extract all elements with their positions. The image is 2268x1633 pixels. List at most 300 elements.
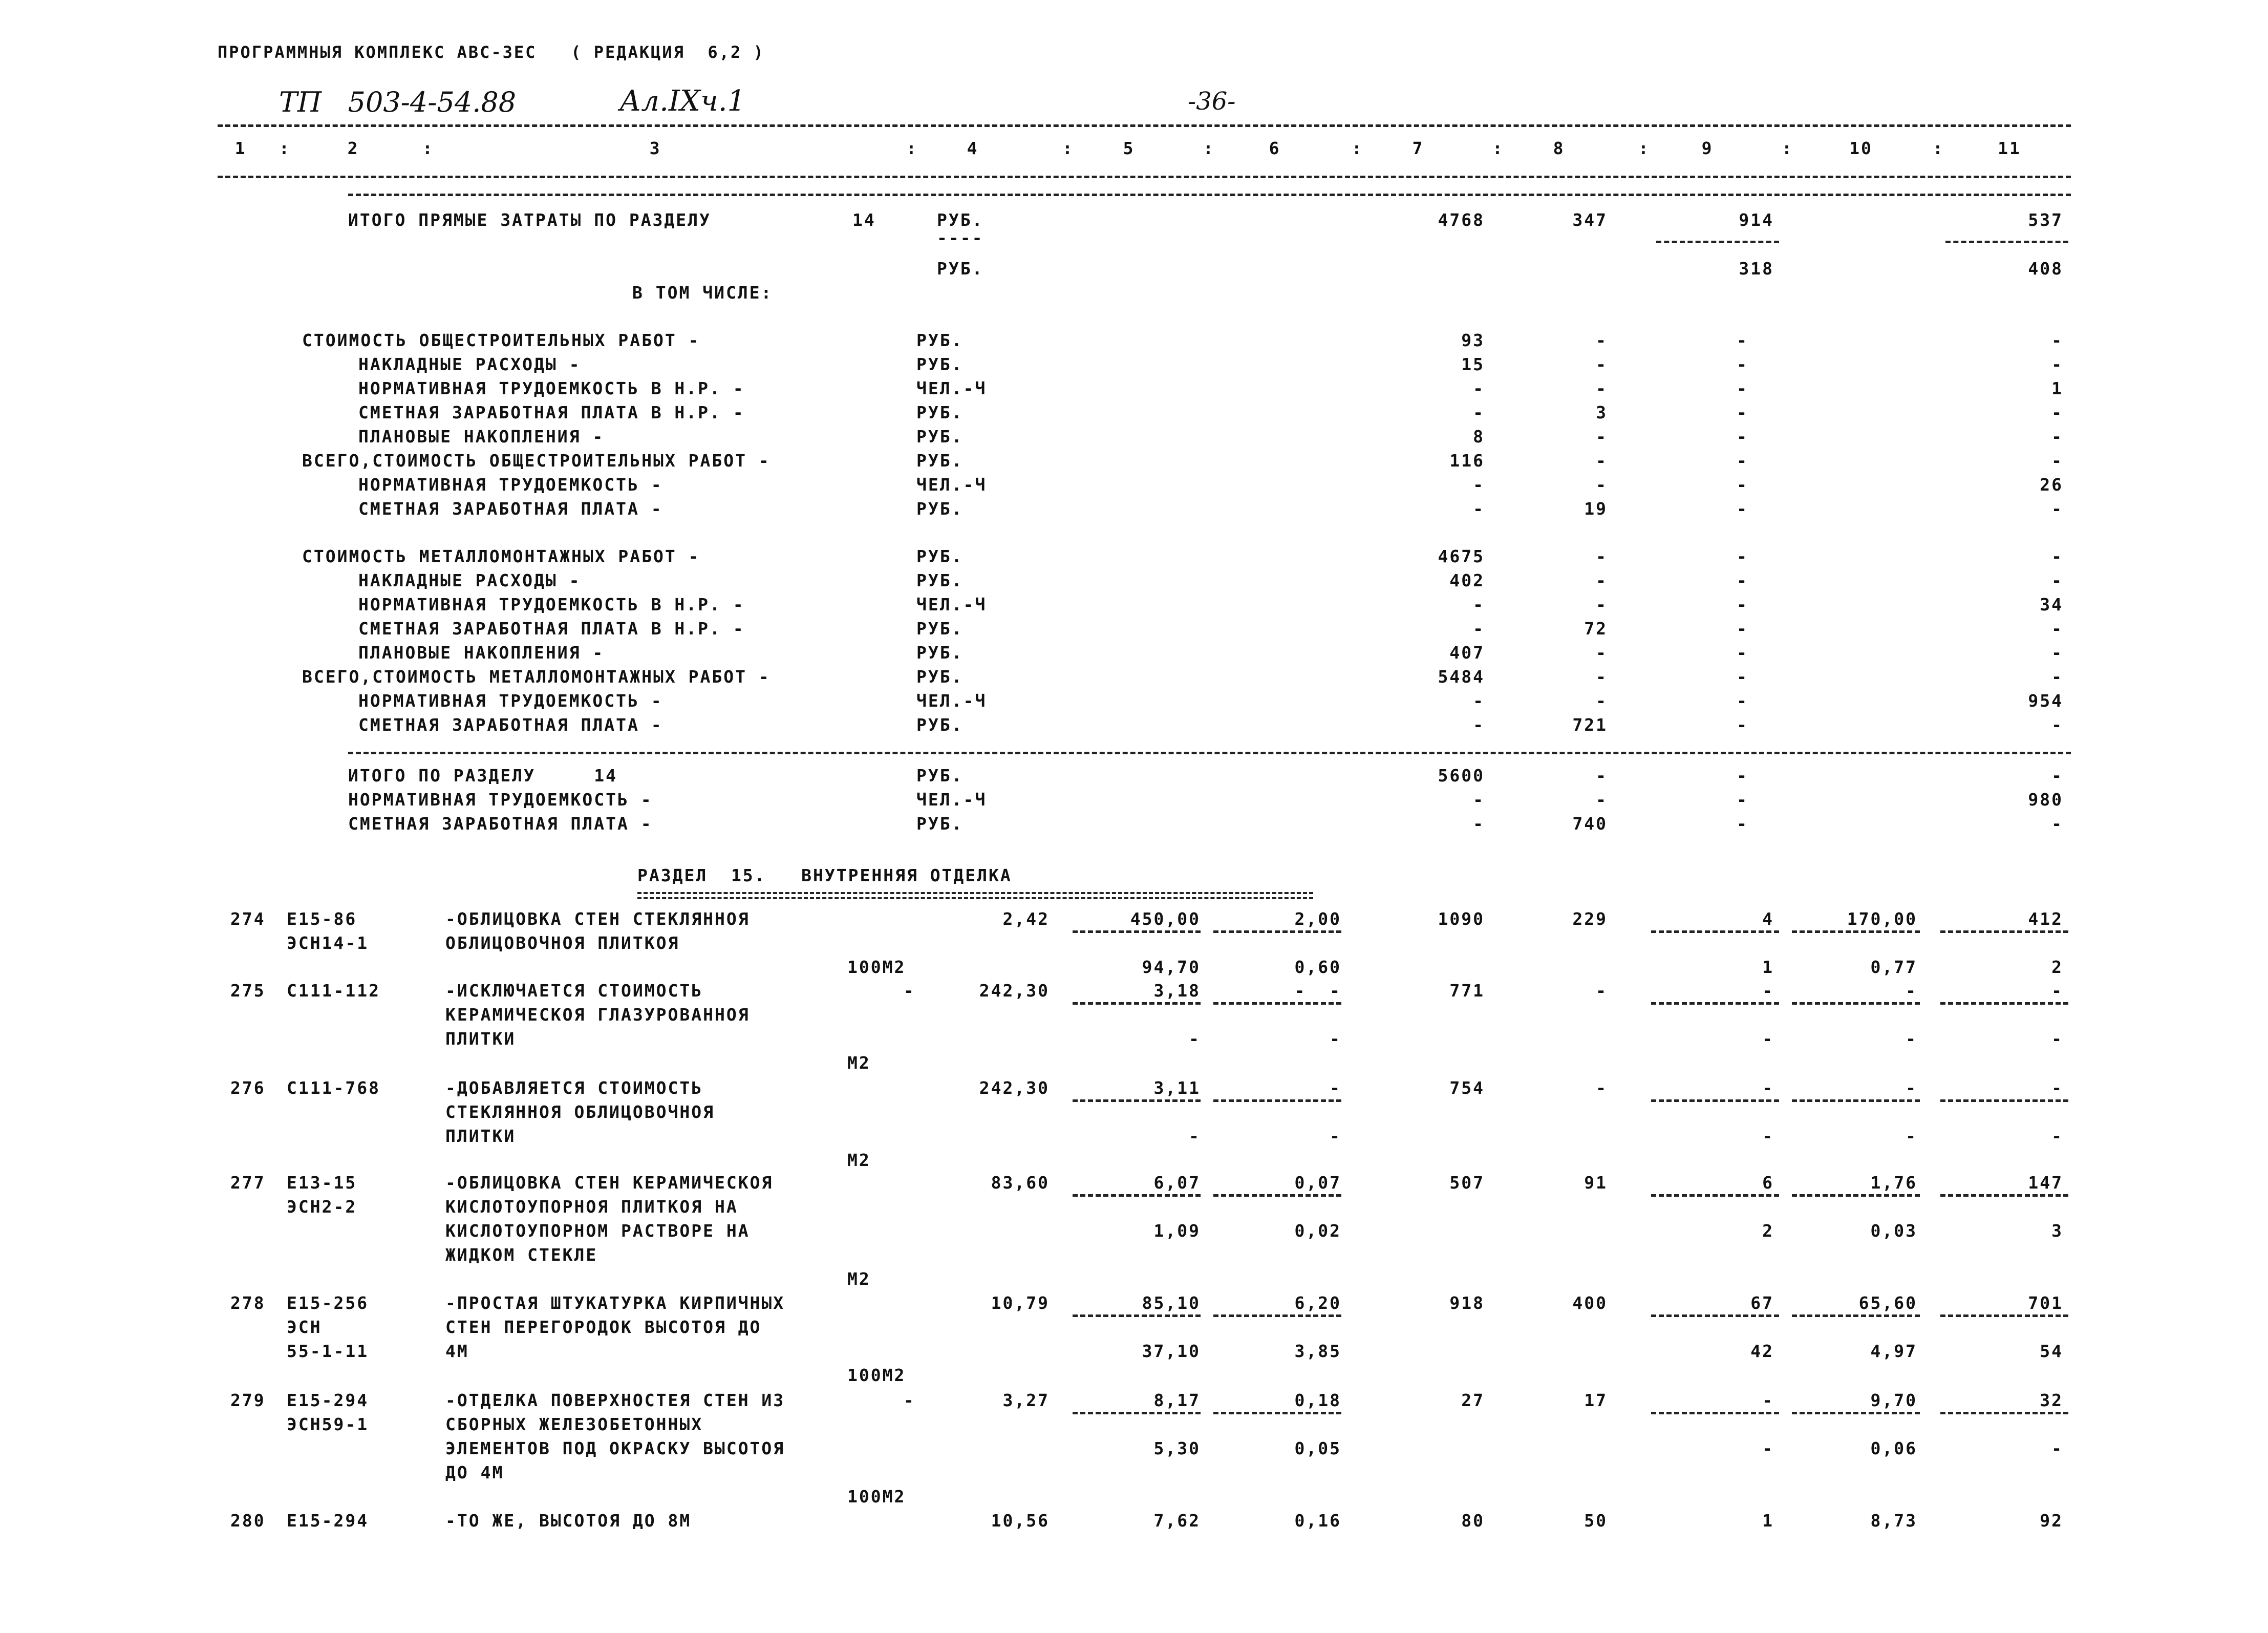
col6-value: - [1330, 1126, 1341, 1146]
col11-value: 537 [2028, 210, 2063, 230]
col7-value: 507 [1449, 1173, 1485, 1193]
col10-value: 8,73 [1870, 1511, 1917, 1531]
col11-value: 954 [2028, 691, 2063, 711]
column-separator: : [1638, 138, 1650, 158]
item-description: КЕРАМИЧЕСКОЯ ГЛАЗУРОВАННОЯ [445, 1005, 750, 1025]
title-underline [637, 897, 1313, 899]
col7-value: 5484 [1438, 667, 1485, 687]
item-code: Е15-86 [287, 909, 357, 929]
col9-value: - [1762, 1078, 1774, 1098]
col8-value: 91 [1584, 1173, 1608, 1193]
item-description: СТЕКЛЯННОЯ ОБЛИЦОВОЧНОЯ [445, 1102, 715, 1122]
item-description: КИСЛОТОУПОРНОЯ ПЛИТКОЯ НА [445, 1197, 738, 1217]
column-number: 5 [1123, 138, 1135, 158]
col10-value: - [1906, 1029, 1917, 1049]
col11-value: - [2051, 1438, 2063, 1458]
column-number: 9 [1701, 138, 1714, 158]
col8-value: - [1596, 1078, 1608, 1098]
fraction-rule [1945, 241, 2068, 243]
col8-value: - [1596, 378, 1608, 398]
breakdown-label: ВСЕГО,СТОИМОСТЬ ОБЩЕСТРОИТЕЛЬНЫХ РАБОТ - [302, 451, 771, 471]
col9-value: - [1737, 378, 1748, 398]
col10-value: - [1906, 981, 1917, 1001]
item-description: ОБЛИЦОВОЧНОЯ ПЛИТКОЯ [445, 933, 680, 953]
section-total-label: СМЕТНАЯ ЗАРАБОТНАЯ ПЛАТА - [348, 814, 653, 834]
col9-value: - [1762, 1390, 1774, 1410]
section-total-label: ИТОГО ПО РАЗДЕЛУ 14 [348, 766, 617, 786]
item-dash: - [904, 1390, 915, 1410]
col7-value: - [1473, 619, 1485, 639]
item-code: С111-768 [287, 1078, 380, 1098]
item-description: -ОБЛИЦОВКА СТЕН КЕРАМИЧЕСКОЯ [445, 1173, 774, 1193]
item-description: -ОТДЕЛКА ПОВЕРХНОСТЕЯ СТЕН ИЗ [445, 1390, 785, 1410]
rule-top [218, 124, 2071, 127]
col9-value: - [1737, 475, 1748, 495]
unit-label: ЧЕЛ.-Ч [916, 790, 987, 810]
col9-value: - [1737, 330, 1748, 350]
col9-value: - [1762, 1126, 1774, 1146]
fraction-rule [1940, 1099, 2068, 1102]
fraction-rule [1213, 1314, 1341, 1317]
item-unit: М2 [847, 1053, 871, 1073]
col5-value: 3,11 [1153, 1078, 1201, 1098]
item-quantity: 2,42 [1002, 909, 1050, 929]
col9-value: 1 [1762, 957, 1774, 977]
item-code: С111-112 [287, 981, 380, 1001]
item-description: -ТО ЖЕ, ВЫСОТОЯ ДО 8М [445, 1511, 692, 1531]
col7-value: 771 [1449, 981, 1485, 1001]
unit-label: РУБ. [916, 667, 964, 687]
title-underline [637, 892, 1313, 894]
col8-value: - [1596, 546, 1608, 566]
fraction-rule [1651, 1412, 1779, 1414]
col7-value: 116 [1449, 451, 1485, 471]
item-unit: 100М2 [847, 1365, 906, 1385]
col11-value: - [2051, 546, 2063, 566]
col7-value: 8 [1473, 427, 1485, 447]
col8-value: 740 [1572, 814, 1608, 834]
col8-value: 721 [1572, 715, 1608, 735]
fraction-rule [1651, 1314, 1779, 1317]
fraction-rule [1213, 930, 1341, 933]
unit-label: РУБ. [916, 766, 964, 786]
col9-value: - [1737, 499, 1748, 519]
item-description: 4М [445, 1341, 469, 1361]
col11-value: - [2051, 814, 2063, 834]
fraction-rule [1073, 1099, 1201, 1102]
column-number: 6 [1269, 138, 1281, 158]
col11-value: - [2051, 643, 2063, 663]
col11-value: 34 [2040, 595, 2063, 614]
col9-value: - [1737, 715, 1748, 735]
col9-value: 1 [1762, 1511, 1774, 1531]
unit-label: РУБ. [916, 619, 964, 639]
col8-value: 19 [1584, 499, 1608, 519]
item-number: 276 [230, 1078, 266, 1098]
item-code: Е15-256 [287, 1293, 369, 1313]
column-number: 7 [1412, 138, 1424, 158]
col11-value: 92 [2040, 1511, 2063, 1531]
col8-value: - [1596, 595, 1608, 614]
breakdown-label: НАКЛАДНЫЕ РАСХОДЫ - [358, 570, 581, 590]
unit-label: РУБ. [916, 499, 964, 519]
unit-label: РУБ. [916, 546, 964, 566]
item-quantity: 83,60 [991, 1173, 1050, 1193]
col6-value: 0,18 [1294, 1390, 1341, 1410]
item-description: СТЕН ПЕРЕГОРОДОК ВЫСОТОЯ ДО [445, 1317, 762, 1337]
col8-value: 72 [1584, 619, 1608, 639]
col9-value: 6 [1762, 1173, 1774, 1193]
fraction-rule [1073, 1412, 1201, 1414]
fraction-rule [1651, 1002, 1779, 1005]
col11-value: - [2051, 619, 2063, 639]
col8-value: - [1596, 570, 1608, 590]
col11-value: 26 [2040, 475, 2063, 495]
col7-value: 402 [1449, 570, 1485, 590]
col8-value: - [1596, 667, 1608, 687]
col9-value: - [1737, 546, 1748, 566]
section-total-label: НОРМАТИВНАЯ ТРУДОЕМКОСТЬ - [348, 790, 653, 810]
col7-value: - [1473, 499, 1485, 519]
column-separator: : [279, 138, 291, 158]
col9-value: - [1762, 981, 1774, 1001]
col8-value: - [1596, 981, 1608, 1001]
col11-value: - [2051, 499, 2063, 519]
col9-value: - [1737, 643, 1748, 663]
breakdown-label: ВСЕГО,СТОИМОСТЬ МЕТАЛЛОМОНТАЖНЫХ РАБОТ - [302, 667, 771, 687]
col5-value: 6,07 [1153, 1173, 1201, 1193]
breakdown-label: СМЕТНАЯ ЗАРАБОТНАЯ ПЛАТА - [358, 499, 663, 519]
col11-value: 701 [2028, 1293, 2063, 1313]
breakdown-label: ПЛАНОВЫЕ НАКОПЛЕНИЯ - [358, 643, 605, 663]
breakdown-label: НОРМАТИВНАЯ ТРУДОЕМКОСТЬ В Н.Р. - [358, 595, 745, 614]
item-unit: М2 [847, 1269, 871, 1289]
col7-value: 5600 [1438, 766, 1485, 786]
column-number: 4 [967, 138, 979, 158]
col11-value: 408 [2028, 259, 2063, 279]
col6-value: 6,20 [1294, 1293, 1341, 1313]
col8-value: 17 [1584, 1390, 1608, 1410]
column-separator: : [1782, 138, 1793, 158]
item-code: Е13-15 [287, 1173, 357, 1193]
unit-label: РУБ. [916, 330, 964, 350]
col7-value: 27 [1461, 1390, 1485, 1410]
item-description: ПЛИТКИ [445, 1029, 516, 1049]
unit-label: ЧЕЛ.-Ч [916, 595, 987, 614]
col5-value: 1,09 [1153, 1221, 1201, 1241]
col9-value: - [1737, 595, 1748, 614]
item-description: ЖИДКОМ СТЕКЛЕ [445, 1245, 598, 1265]
col6-value: 3,85 [1294, 1341, 1341, 1361]
col6-value: 2,00 [1294, 909, 1341, 929]
col6-value: - [1330, 1029, 1341, 1049]
col9-value: - [1737, 766, 1748, 786]
unit-label: РУБ. [916, 570, 964, 590]
breakdown-label: СМЕТНАЯ ЗАРАБОТНАЯ ПЛАТА - [358, 715, 663, 735]
fraction-rule [1792, 1002, 1920, 1005]
col10-value: 9,70 [1870, 1390, 1917, 1410]
col7-value: - [1473, 378, 1485, 398]
fraction-rule [1940, 1194, 2068, 1197]
col11-value: - [2051, 354, 2063, 374]
col5-value: 8,17 [1153, 1390, 1201, 1410]
col10-value: 65,60 [1858, 1293, 1917, 1313]
rule-section-total [348, 752, 2071, 754]
col11-value: 412 [2028, 909, 2063, 929]
col9-value: - [1737, 354, 1748, 374]
col7-value: 754 [1449, 1078, 1485, 1098]
col9-value: - [1762, 1438, 1774, 1458]
col9-value: 67 [1750, 1293, 1774, 1313]
fraction-rule [1792, 1412, 1920, 1414]
item-code: Е15-294 [287, 1511, 369, 1531]
item-unit: 100М2 [847, 957, 906, 977]
item-number: 274 [230, 909, 266, 929]
fraction-rule [1213, 1194, 1341, 1197]
col8-value: 50 [1584, 1511, 1608, 1531]
project-code: ТП 503-4-54.88 [279, 86, 517, 118]
column-number: 8 [1553, 138, 1565, 158]
col5-value: 37,10 [1142, 1341, 1201, 1361]
item-description: -ИСКЛЮЧАЕТСЯ СТОИМОСТЬ [445, 981, 703, 1001]
fraction-rule [1651, 930, 1779, 933]
item-description: ЭЛЕМЕНТОВ ПОД ОКРАСКУ ВЫСОТОЯ [445, 1438, 785, 1458]
col6-value: 0,05 [1294, 1438, 1341, 1458]
col7-value: 4675 [1438, 546, 1485, 566]
breakdown-label: НОРМАТИВНАЯ ТРУДОЕМКОСТЬ - [358, 691, 663, 711]
item-description: -ПРОСТАЯ ШТУКАТУРКА КИРПИЧНЫХ [445, 1293, 785, 1313]
fraction-rule [1792, 1314, 1920, 1317]
unit-label: РУБ. [916, 354, 964, 374]
col5-value: 3,18 [1153, 981, 1201, 1001]
item-description: -ОБЛИЦОВКА СТЕН СТЕКЛЯННОЯ [445, 909, 750, 929]
col7-value: 80 [1461, 1511, 1485, 1531]
breakdown-label: ПЛАНОВЫЕ НАКОПЛЕНИЯ - [358, 427, 605, 447]
col11-value: - [2051, 570, 2063, 590]
col7-value: 93 [1461, 330, 1485, 350]
item-code: ЭСН [287, 1317, 322, 1337]
col7-value: - [1473, 814, 1485, 834]
col8-value: 400 [1572, 1293, 1608, 1313]
col11-value: 54 [2040, 1341, 2063, 1361]
breakdown-label: НОРМАТИВНАЯ ТРУДОЕМКОСТЬ В Н.Р. - [358, 378, 745, 398]
unit-label: РУБ. [916, 402, 964, 422]
col9-value: - [1762, 1029, 1774, 1049]
col10-value: 1,76 [1870, 1173, 1917, 1193]
unit-label: ЧЕЛ.-Ч [916, 475, 987, 495]
breakdown-label: СМЕТНАЯ ЗАРАБОТНАЯ ПЛАТА В Н.Р. - [358, 402, 745, 422]
fraction-rule [1940, 1412, 2068, 1414]
column-separator: : [1352, 138, 1363, 158]
column-separator: : [1062, 138, 1074, 158]
col6-value: - - [1294, 981, 1341, 1001]
item-quantity: 242,30 [979, 1078, 1050, 1098]
fraction-rule [1940, 1002, 2068, 1005]
col6-value: 0,16 [1294, 1511, 1341, 1531]
col8-value: - [1596, 354, 1608, 374]
col5-value: 450,00 [1130, 909, 1201, 929]
unit-label: РУБ. [937, 210, 984, 230]
col8-value: 3 [1596, 402, 1608, 422]
col7-value: 4768 [1438, 210, 1485, 230]
col11-value: - [2051, 981, 2063, 1001]
col6-value: 0,60 [1294, 957, 1341, 977]
item-code: ЭСН59-1 [287, 1414, 369, 1434]
item-unit: М2 [847, 1150, 871, 1170]
unit-label: РУБ. [916, 427, 964, 447]
unit-label: РУБ. [916, 643, 964, 663]
column-number: 11 [1998, 138, 2021, 158]
item-number: 279 [230, 1390, 266, 1410]
col7-value: - [1473, 595, 1485, 614]
unit-label: РУБ. [916, 715, 964, 735]
unit-label: ЧЕЛ.-Ч [916, 378, 987, 398]
col8-value: - [1596, 643, 1608, 663]
col9-value: 914 [1739, 210, 1774, 230]
col6-value: 0,02 [1294, 1221, 1341, 1241]
col5-value: 85,10 [1142, 1293, 1201, 1313]
col8-value: - [1596, 475, 1608, 495]
column-number: 10 [1849, 138, 1873, 158]
col7-value: - [1473, 475, 1485, 495]
col6-value: 0,07 [1294, 1173, 1341, 1193]
breakdown-label: НОРМАТИВНАЯ ТРУДОЕМКОСТЬ - [358, 475, 663, 495]
rule-totals-top [348, 194, 2071, 196]
column-separator: : [1492, 138, 1504, 158]
item-quantity: 10,56 [991, 1511, 1050, 1531]
column-separator: : [422, 138, 434, 158]
fraction-rule [1651, 1194, 1779, 1197]
col10-value: 0,06 [1870, 1438, 1917, 1458]
col9-value: - [1737, 402, 1748, 422]
item-quantity: 242,30 [979, 981, 1050, 1001]
breakdown-label: СТОИМОСТЬ ОБЩЕСТРОИТЕЛЬНЫХ РАБОТ - [302, 330, 700, 350]
col9-value: - [1737, 814, 1748, 834]
col7-value: - [1473, 691, 1485, 711]
col10-value: - [1906, 1078, 1917, 1098]
rule-header-bottom [218, 176, 2071, 178]
fraction-rule [1651, 1099, 1779, 1102]
breakdown-label: НАКЛАДНЫЕ РАСХОДЫ - [358, 354, 581, 374]
section15-title: РАЗДЕЛ 15. ВНУТРЕННЯЯ ОТДЕЛКА [637, 865, 1012, 885]
col11-value: - [2051, 667, 2063, 687]
col10-value: 170,00 [1847, 909, 1917, 929]
fraction-rule [1073, 930, 1201, 933]
col11-value: - [2051, 766, 2063, 786]
col9-value: 318 [1739, 259, 1774, 279]
col8-value: 347 [1572, 210, 1608, 230]
col9-value: 4 [1762, 909, 1774, 929]
item-number: 277 [230, 1173, 266, 1193]
unit-dash: ---- [937, 228, 984, 248]
page-number: -36- [1188, 87, 1236, 116]
col8-value: - [1596, 790, 1608, 810]
item-code: 55-1-11 [287, 1341, 369, 1361]
column-number: 2 [347, 138, 359, 158]
column-separator: : [1203, 138, 1215, 158]
col11-value: - [2051, 1126, 2063, 1146]
col8-value: - [1596, 427, 1608, 447]
col11-value: - [2051, 330, 2063, 350]
col11-value: 1 [2051, 378, 2063, 398]
col10-value: 0,03 [1870, 1221, 1917, 1241]
unit-label: РУБ. [937, 259, 984, 279]
col11-value: - [2051, 1029, 2063, 1049]
item-description: ДО 4М [445, 1462, 504, 1482]
col9-value: 42 [1750, 1341, 1774, 1361]
column-separator: : [906, 138, 918, 158]
col9-value: - [1737, 427, 1748, 447]
column-number: 1 [234, 138, 247, 158]
col7-value: - [1473, 715, 1485, 735]
program-title: ПРОГРАММНЫЯ КОМПЛЕКС АВС-ЗЕС ( РЕДАКЦИЯ 6,2 ) [218, 43, 765, 62]
fraction-rule [1940, 1314, 2068, 1317]
fraction-rule [1792, 1099, 1920, 1102]
col6-value: - [1330, 1078, 1341, 1098]
fraction-rule [1213, 1412, 1341, 1414]
col8-value: 229 [1572, 909, 1608, 929]
item-code: ЭСН14-1 [287, 933, 369, 953]
col8-value: - [1596, 691, 1608, 711]
col11-value: 2 [2051, 957, 2063, 977]
item-number: 275 [230, 981, 266, 1001]
col7-value: 407 [1449, 643, 1485, 663]
col11-value: - [2051, 715, 2063, 735]
item-description: СБОРНЫХ ЖЕЛЕЗОБЕТОННЫХ [445, 1414, 703, 1434]
col10-value: - [1906, 1126, 1917, 1146]
col8-value: - [1596, 766, 1608, 786]
col9-value: - [1737, 619, 1748, 639]
item-code: Е15-294 [287, 1390, 369, 1410]
section-number: 14 [852, 210, 876, 230]
col9-value: 2 [1762, 1221, 1774, 1241]
item-quantity: 3,27 [1002, 1390, 1050, 1410]
col5-value: 7,62 [1153, 1511, 1201, 1531]
breakdown-label: СМЕТНАЯ ЗАРАБОТНАЯ ПЛАТА В Н.Р. - [358, 619, 745, 639]
col9-value: - [1737, 667, 1748, 687]
column-separator: : [1933, 138, 1944, 158]
col11-value: - [2051, 1078, 2063, 1098]
item-description: -ДОБАВЛЯЕТСЯ СТОИМОСТЬ [445, 1078, 703, 1098]
item-description: ПЛИТКИ [445, 1126, 516, 1146]
including-label: В ТОМ ЧИСЛЕ: [632, 283, 773, 303]
item-dash: - [904, 981, 915, 1001]
fraction-rule [1792, 930, 1920, 933]
col5-value: 94,70 [1142, 957, 1201, 977]
unit-label: РУБ. [916, 814, 964, 834]
col11-value: 3 [2051, 1221, 2063, 1241]
col10-value: 4,97 [1870, 1341, 1917, 1361]
fraction-rule [1213, 1002, 1341, 1005]
breakdown-label: СТОИМОСТЬ МЕТАЛЛОМОНТАЖНЫХ РАБОТ - [302, 546, 700, 566]
col5-value: 5,30 [1153, 1438, 1201, 1458]
column-number: 3 [649, 138, 661, 158]
col11-value: - [2051, 427, 2063, 447]
item-description: КИСЛОТОУПОРНОМ РАСТВОРЕ НА [445, 1221, 750, 1241]
fraction-rule [1073, 1194, 1201, 1197]
fraction-rule [1656, 241, 1779, 243]
fraction-rule [1792, 1194, 1920, 1197]
col9-value: - [1737, 570, 1748, 590]
col7-value: 1090 [1438, 909, 1485, 929]
col5-value: - [1189, 1126, 1201, 1146]
item-number: 280 [230, 1511, 266, 1531]
col7-value: - [1473, 790, 1485, 810]
fraction-rule [1940, 930, 2068, 933]
col11-value: - [2051, 451, 2063, 471]
col8-value: - [1596, 451, 1608, 471]
col9-value: - [1737, 790, 1748, 810]
